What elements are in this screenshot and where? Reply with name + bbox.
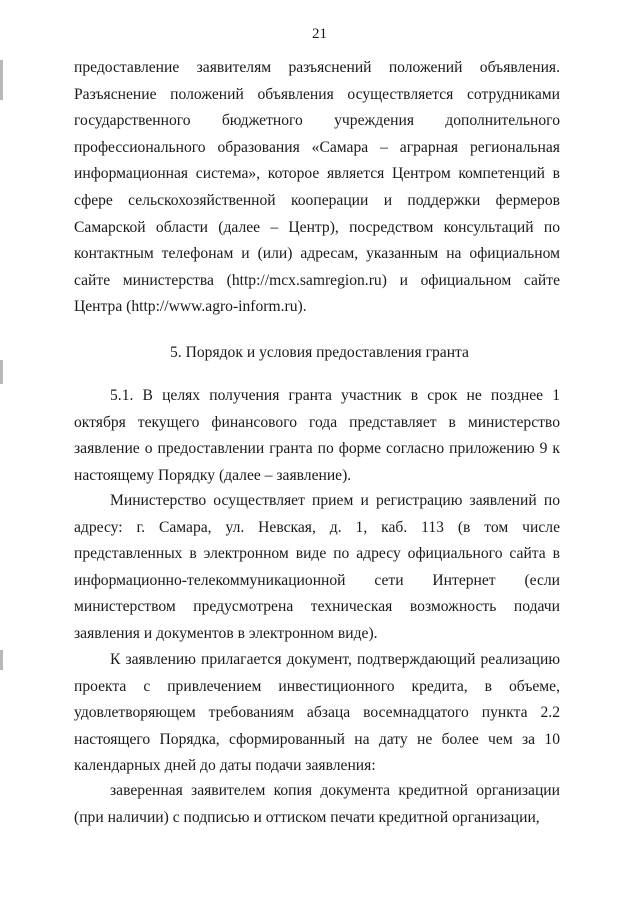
- paragraph-block: [74, 488, 560, 648]
- paragraph-block: [74, 55, 560, 321]
- scan-edge-mark: [0, 60, 3, 100]
- paragraph-block: [74, 778, 560, 831]
- scan-edge-mark: [0, 650, 3, 670]
- paragraph: 5.1. В целях получения гранта участник в срок не позднее 1 октября текущего финансового года представляет в министерство заявление о предоставлении гранта по форме согласно приложению 9 к настоящему Порядку (далее – заявление).: [74, 387, 560, 484]
- page-number: 21: [312, 26, 327, 42]
- paragraph-block: [74, 647, 560, 780]
- section-heading: 5. Порядок и условия предоставления гранта: [170, 344, 469, 361]
- paragraph: Министерство осуществляет прием и регистрацию заявлений по адресу: г. Самара, ул. Невская, д. 1, каб. 113 (в том числе представленных в электронном виде по адресу официального сайта в информационно-телекоммуникационной сети Интернет (если министерством предусмотрена техническая возможность подачи заявления и документов в электронном виде).: [74, 492, 560, 642]
- paragraph-block: [74, 383, 560, 489]
- paragraph: заверенная заявителем копия документа кредитной организации (при наличии) с подписью и оттиском печати кредитной организации,: [74, 782, 560, 826]
- paragraph: К заявлению прилагается документ, подтверждающий реализацию проекта с привлечением инвестиционного кредита, в объеме, удовлетворяющем требованиям абзаца восемнадцатого пункта 2.2 настоящего Порядка, сформированный на дату не более чем за 10 календарных дней до даты подачи заявления:: [74, 651, 560, 775]
- paragraph: предоставление заявителям разъяснений положений объявления. Разъяснение положений объявления осуществляется сотрудниками государственного бюджетного учреждения дополнительного профессионального образования «Самара – аграрная региональная информационная система», которое является Центром компетенций в сфере сельскохозяйственной кооперации и поддержки фермеров Самарской области (далее – Центр), посредством консультаций по контактным телефонам и (или) адресам, указанным на официальном сайте министерства (http://mcx.samregion.ru) и официальном сайте Центра (http://www.agro-inform.ru).: [74, 59, 560, 316]
